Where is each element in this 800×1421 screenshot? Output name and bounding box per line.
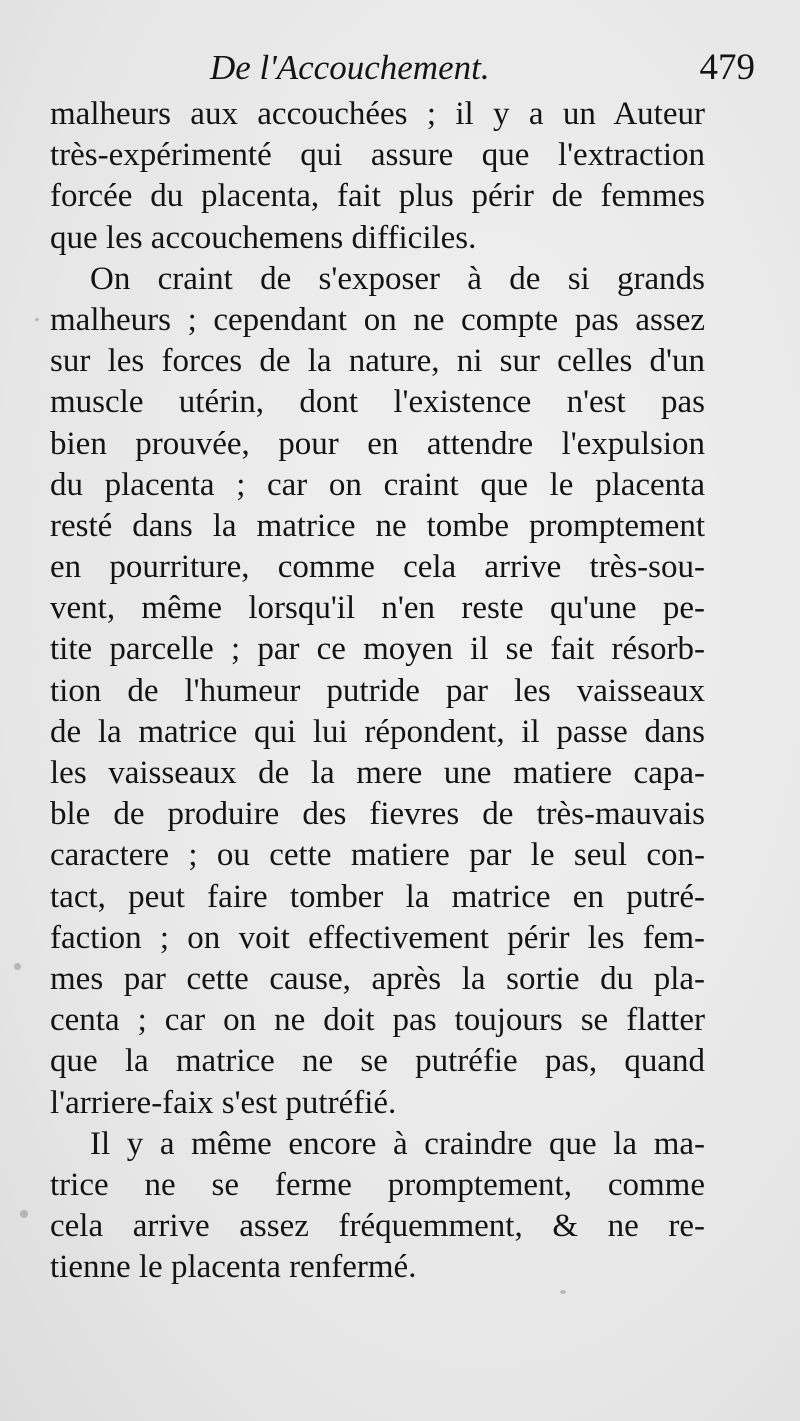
text-line: de la matrice qui lui répondent, il passe dans: [50, 713, 705, 750]
text-line: forcée du placenta, fait plus périr de femmes: [50, 178, 705, 215]
text-line: resté dans la matrice ne tombe promptement: [50, 507, 705, 544]
running-title: De l'Accouchement.: [210, 48, 490, 87]
text-line: tion de l'humeur putride par les vaisseaux: [50, 672, 705, 709]
text-line: que la matrice ne se putréfie pas, quand: [50, 1043, 705, 1080]
text-line: l'arriere-faix s'est putréfié.: [50, 1084, 397, 1121]
text-line: que les accouchemens difficiles.: [50, 219, 477, 256]
paper-speck: [560, 1290, 566, 1294]
text-line: malheurs aux accouchées ; il y a un Auteur: [50, 96, 705, 132]
paper-speck: [20, 1210, 28, 1218]
text-line: On craint de s'exposer à de si grands: [90, 260, 705, 297]
text-line: ble de produire des fievres de très-mauvais: [50, 796, 705, 833]
body-text: [50, 94, 705, 1288]
text-line: mes par cette cause, après la sortie du pla-: [50, 960, 705, 997]
text-line: sur les forces de la nature, ni sur celles d'un: [50, 343, 705, 380]
text-line: malheurs ; cependant on ne compte pas assez: [50, 301, 705, 338]
running-head: [50, 42, 755, 94]
text-line: caractere ; ou cette matiere par le seul con-: [50, 837, 705, 874]
text-line: centa ; car on ne doit pas toujours se flatter: [50, 1002, 705, 1039]
text-line: muscle utérin, dont l'existence n'est pas: [50, 384, 705, 421]
text-line: tact, peut faire tomber la matrice en putré-: [50, 878, 705, 915]
text-line: tienne le placenta renfermé.: [50, 1249, 417, 1286]
text-line: cela arrive assez fréquemment, & ne re-: [50, 1208, 705, 1245]
text-line: vent, même lorsqu'il n'en reste qu'une pe-: [50, 590, 705, 627]
text-line: bien prouvée, pour en attendre l'expulsion: [50, 425, 705, 462]
text-line: faction ; on voit effectivement périr les fem-: [50, 919, 705, 956]
page-number: 479: [699, 47, 755, 88]
text-line: tite parcelle ; par ce moyen il se fait résorb-: [50, 631, 705, 668]
text-line: Il y a même encore à craindre que la ma-: [90, 1125, 705, 1162]
paragraph-1: [50, 94, 705, 259]
text-line: du placenta ; car on craint que le placenta: [50, 466, 705, 503]
paper-speck: [14, 963, 21, 970]
text-line: trice ne se ferme promptement, comme: [50, 1166, 705, 1203]
text-line: en pourriture, comme cela arrive très-sou-: [50, 549, 705, 586]
paragraph-3: [50, 1124, 705, 1289]
text-line: très-expérimenté qui assure que l'extraction: [50, 137, 705, 174]
paragraph-2: [50, 259, 705, 1124]
paper-speck: [35, 318, 39, 321]
text-line: les vaisseaux de la mere une matiere capa-: [50, 755, 705, 791]
